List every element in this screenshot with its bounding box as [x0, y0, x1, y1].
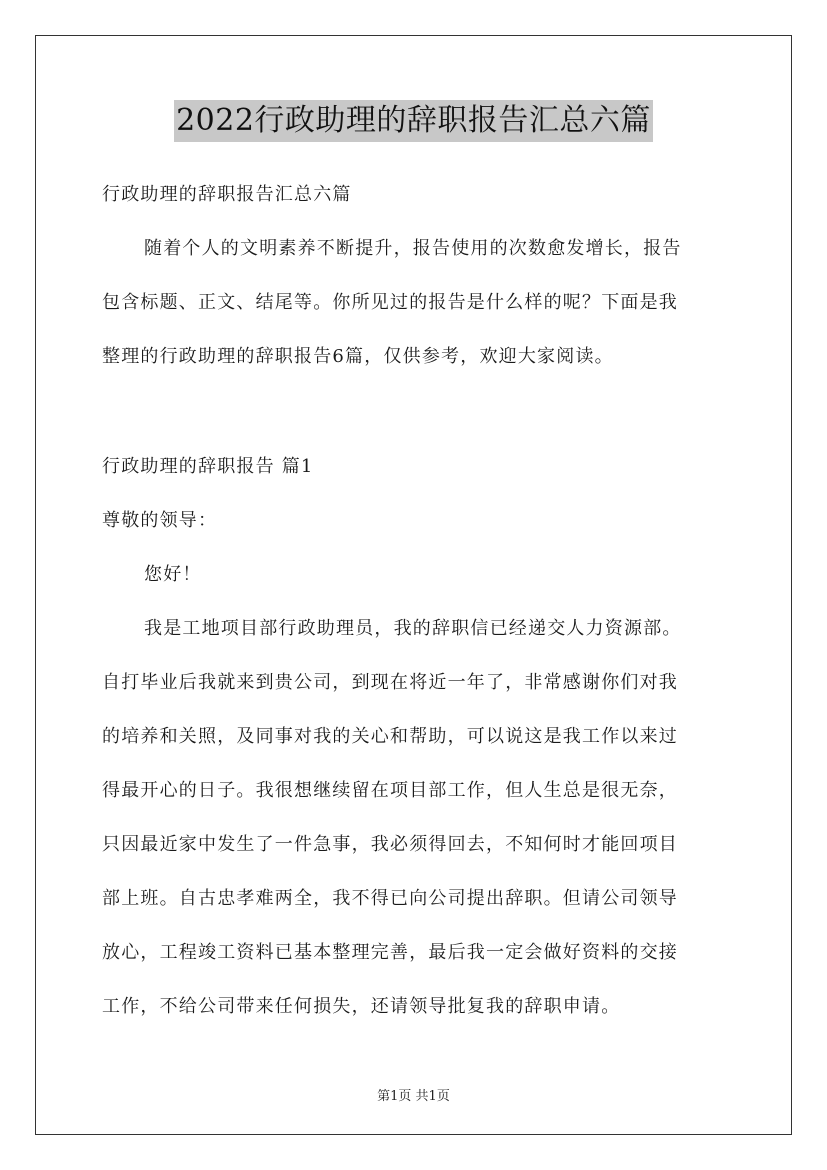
document-title: 2022行政助理的辞职报告汇总六篇 — [174, 100, 653, 142]
document-subtitle: 行政助理的辞职报告汇总六篇 — [102, 184, 352, 205]
body-line-6: 部上班。自古忠孝难两全，我不得已向公司提出辞职。但请公司领导 — [102, 888, 678, 909]
page-footer: 第1页 共1页 — [377, 1089, 450, 1104]
body-line-8: 工作，不给公司带来任何损失，还请领导批复我的辞职申请。 — [102, 996, 621, 1017]
intro-line-1: 随着个人的文明素养不断提升，报告使用的次数愈发增长，报告 — [144, 238, 682, 259]
body-line-4: 得最开心的日子。我很想继续留在项目部工作，但人生总是很无奈， — [102, 780, 678, 801]
body-line-2: 自打毕业后我就来到贵公司，到现在将近一年了，非常感谢你们对我 — [102, 672, 678, 693]
section-heading: 行政助理的辞职报告 篇1 — [102, 456, 314, 477]
greeting: 您好！ — [144, 564, 202, 585]
body-line-1: 我是工地项目部行政助理员，我的辞职信已经递交人力资源部。 — [144, 618, 682, 639]
intro-line-2: 包含标题、正文、结尾等。你所见过的报告是什么样的呢？下面是我 — [102, 292, 678, 313]
title-container — [0, 100, 827, 142]
body-line-5: 只因最近家中发生了一件急事，我必须得回去，不知何时才能回项目 — [102, 834, 678, 855]
intro-line-3: 整理的行政助理的辞职报告6篇，仅供参考，欢迎大家阅读。 — [102, 346, 614, 367]
salutation: 尊敬的领导： — [102, 510, 218, 531]
body-line-7: 放心，工程竣工资料已基本整理完善，最后我一定会做好资料的交接 — [102, 942, 678, 963]
body-line-3: 的培养和关照，及同事对我的关心和帮助，可以说这是我工作以来过 — [102, 726, 678, 747]
